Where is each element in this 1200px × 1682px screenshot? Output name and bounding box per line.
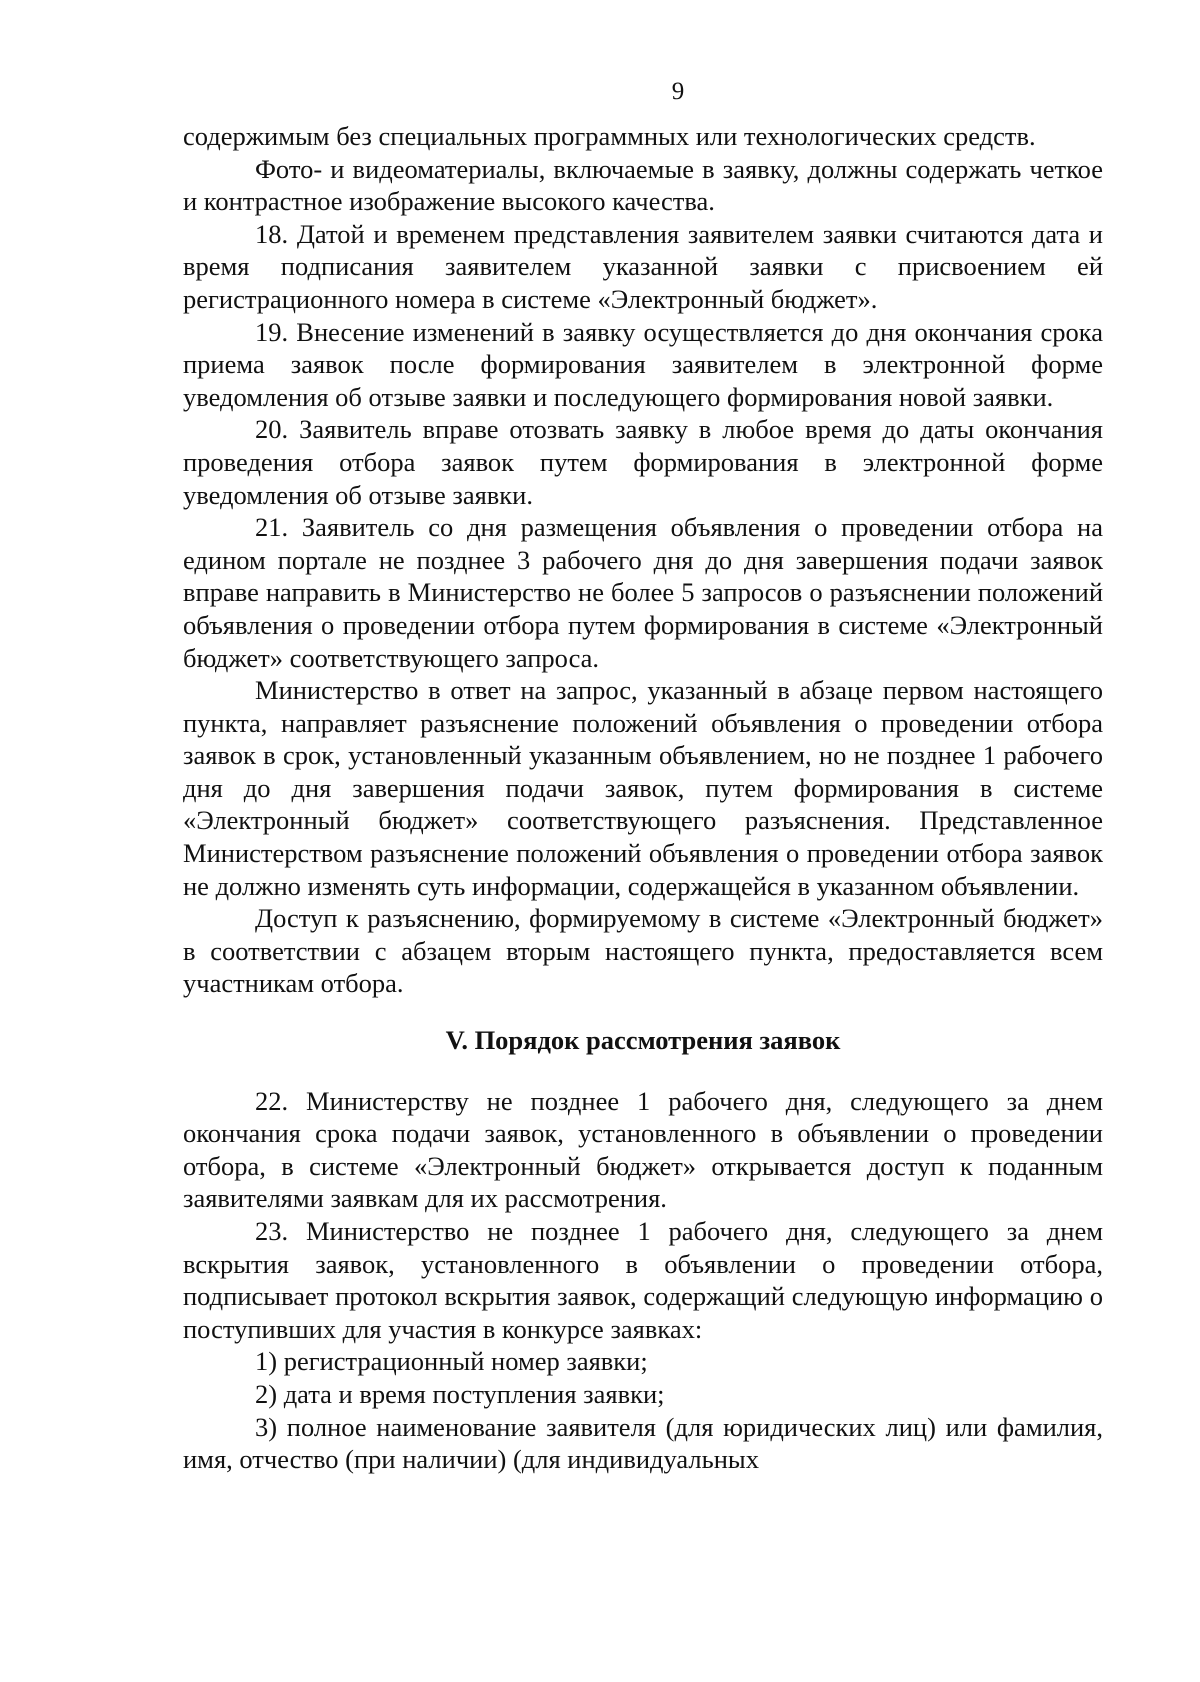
section-heading: V. Порядок рассмотрения заявок [445,1025,841,1056]
page-number: 9 [671,78,685,105]
paragraph-access: Доступ к разъяснению, формируемому в системе «Электронный бюджет» в соответствии с абзацем вторым настоящего пункта, предоставляется всем участникам отбора. [183,903,1103,999]
list-item: 2) дата и время поступления заявки; [255,1378,665,1409]
paragraph-18: 18. Датой и временем представления заявителем заявки считаются дата и время подписания заявителем указанной заявки с присвоением ей регистрационного номера в системе «Электронный бюджет». [183,218,1103,314]
paragraph-20: 20. Заявитель вправе отозвать заявку в любое время до даты окончания проведения отбора заявок путем формирования в электронной форме уведомления об отзыве заявки. [183,414,1103,510]
paragraph-22: 22. Министерству не позднее 1 рабочего дня, следующего за днем окончания срока подачи заявок, установленного в объявлении о проведении отбора, в системе «Электронный бюджет» открывается доступ к поданным заявителями заявкам для их рассмотрения. [183,1085,1103,1214]
paragraph-19: 19. Внесение изменений в заявку осуществляется до дня окончания срока приема заявок после формирования заявителем в электронной форме уведомления об отзыве заявки и последующего формирования новой заявки. [183,316,1103,412]
paragraph-23: 23. Министерство не позднее 1 рабочего дня, следующего за днем вскрытия заявок, установленного в объявлении о проведении отбора, подписывает протокол вскрытия заявок, содержащий следующую информацию о поступивших для участия в конкурсе заявках: [183,1216,1103,1344]
paragraph-ministry-response: Министерство в ответ на запрос, указанный в абзаце первом настоящего пункта, направляет разъяснение положений объявления о проведении отбора заявок в срок, установленный указанным объявлением, но не позднее 1 рабочего дня до дня завершения подачи заявок, путем формирования в системе «Электронный бюджет» соответствующего разъяснения. Представленное Министерством разъяснение положений объявления о проведении отбора заявок не должно изменять суть информации, содержащейся в указанном объявлении. [183,675,1103,901]
paragraph-continuation: содержимым без специальных программных или технологических средств. [183,121,1036,151]
document-body [183,120,1103,1476]
paragraph-photo-video: Фото- и видеоматериалы, включаемые в заявку, должны содержать четкое и контрастное изображение высокого качества. [183,153,1103,217]
paragraph-21: 21. Заявитель со дня размещения объявления о проведении отбора на едином портале не позднее 3 рабочего дня до дня завершения подачи заявок вправе направить в Министерство не более 5 запросов о разъяснении положений объявления о проведении отбора путем формирования в системе «Электронный бюджет» соответствующего запроса. [183,512,1103,673]
list-item: 1) регистрационный номер заявки; [255,1346,648,1377]
list-item: 3) полное наименование заявителя (для юридических лиц) или фамилия, имя, отчество (при наличии) (для индивидуальных [183,1411,1103,1475]
